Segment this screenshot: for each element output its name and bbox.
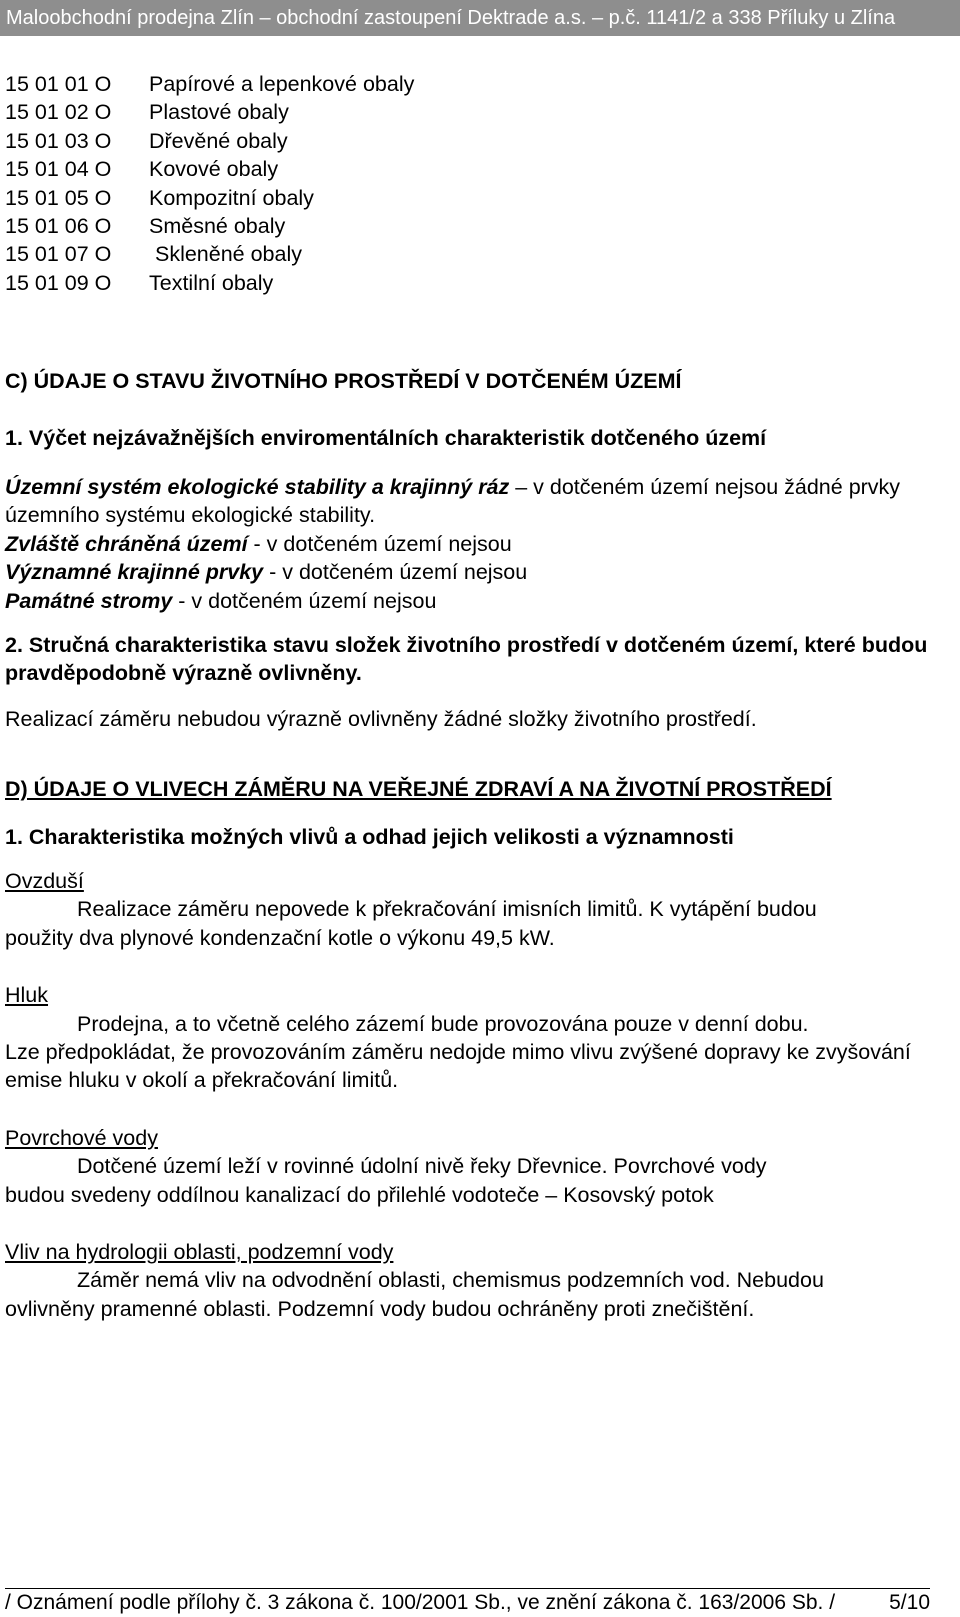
section-c-heading: C) ÚDAJE O STAVU ŽIVOTNÍHO PROSTŘEDÍ V DOTČENÉM ÚZEMÍ [5, 369, 682, 394]
waste-name: Kompozitní obaly [149, 185, 314, 210]
memorial-trees-line [5, 587, 935, 615]
waste-list-item [5, 269, 935, 297]
protected-areas-text: - v dotčeném území nejsou [247, 531, 512, 556]
waste-name: Papírové a lepenkové obaly [149, 72, 415, 96]
waste-list-item [5, 212, 935, 240]
section-c-subheading-2: 2. Stručná charakteristika stavu složek životního prostředí v dotčeném území, které budou pravděpodobně výrazně ovlivněny. [5, 632, 928, 686]
noise-text-rest: Lze předpokládat, že provozováním záměru nedojde mimo vlivu zvýšené dopravy ke zvyšování emise hluku v okolí a překračování limitů. [5, 1040, 911, 1093]
waste-list-item [5, 240, 935, 268]
uses-label: Územní systém ekologické stability a krajinný ráz [5, 474, 510, 499]
protected-areas-line [5, 530, 935, 558]
page-number: 5/10 [889, 1591, 930, 1614]
hydrology-text-first: Záměr nemá vliv na odvodnění oblasti, chemismus podzemních vod. Nebudou [77, 1268, 824, 1293]
landscape-elements-text: - v dotčeném území nejsou [263, 560, 528, 585]
protected-areas-label: Zvláště chráněná území [5, 531, 248, 556]
document-body [5, 70, 935, 1323]
section-d-subheading-1: 1. Charakteristika možných vlivů a odhad jejich velikosti a významnosti [5, 824, 734, 849]
waste-code: 15 01 06 O [5, 213, 112, 238]
waste-list-item [5, 127, 935, 155]
waste-code: 15 01 05 O [5, 185, 112, 210]
waste-list-item [5, 70, 935, 98]
uses-paragraph [5, 473, 935, 530]
memorial-trees-text: - v dotčeném území nejsou [172, 588, 437, 613]
air-text-rest: použity dva plynové kondenzační kotle o výkonu 49,5 kW. [5, 925, 555, 950]
hydrology-text-rest: ovlivněny pramenné oblasti. Podzemní vody budou ochráněny proti znečištění. [5, 1296, 755, 1321]
hydrology-label: Vliv na hydrologii oblasti, podzemní vody [5, 1240, 394, 1265]
surface-water-text-first: Dotčené území leží v rovinné údolní nivě řeky Dřevnice. Povrchové vody [77, 1154, 767, 1179]
waste-name: Plastové obaly [149, 100, 289, 125]
page-footer [5, 1590, 930, 1616]
waste-name: Kovové obaly [149, 157, 279, 182]
document-header-title: Maloobchodní prodejna Zlín – obchodní zastoupení Dektrade a.s. – p.č. 1141/2 a 338 Příluky u Zlína [6, 7, 896, 29]
section-c-sub2-text: Realizací záměru nebudou výrazně ovlivněny žádné složky životního prostředí. [5, 706, 757, 731]
surface-water-text-rest: budou svedeny oddílnou kanalizací do přilehlé vodoteče – Kosovský potok [5, 1182, 714, 1207]
landscape-elements-label: Významné krajinné prvky [5, 560, 264, 585]
footer-divider [5, 1588, 930, 1589]
waste-code: 15 01 04 O [5, 157, 112, 182]
air-label: Ovzduší [5, 869, 84, 893]
footer-legal-reference: / Oznámení podle přílohy č. 3 zákona č. 100/2001 Sb., ve znění zákona č. 163/2006 Sb. / [5, 1591, 836, 1614]
waste-list [5, 70, 935, 297]
waste-name: Dřevěné obaly [149, 128, 288, 153]
noise-text-first: Prodejna, a to včetně celého zázemí bude provozována pouze v denní dobu. [77, 1011, 809, 1036]
memorial-trees-label: Památné stromy [5, 588, 173, 613]
air-text-first: Realizace záměru nepovede k překračování imisních limitů. K vytápění budou [77, 897, 817, 922]
uses-text: – v dotčeném území nejsou žádné prvky územního systému ekologické stability. [5, 474, 901, 528]
waste-name: Směsné obaly [149, 213, 286, 238]
surface-water-label: Povrchové vody [5, 1125, 158, 1150]
section-c-subheading-1: 1. Výčet nejzávažnějších enviromentálních charakteristik dotčeného území [5, 425, 767, 450]
waste-code: 15 01 09 O [5, 270, 112, 295]
waste-list-item [5, 98, 935, 126]
waste-code: 15 01 07 O [5, 242, 112, 267]
waste-list-item [5, 184, 935, 212]
waste-name: Textilní obaly [149, 270, 274, 295]
waste-code: 15 01 01 O [5, 72, 112, 96]
waste-code: 15 01 03 O [5, 128, 112, 153]
section-d-heading: D) ÚDAJE O VLIVECH ZÁMĚRU NA VEŘEJNÉ ZDRAVÍ A NA ŽIVOTNÍ PROSTŘEDÍ [5, 777, 832, 802]
waste-list-item [5, 155, 935, 183]
noise-label: Hluk [5, 983, 49, 1008]
waste-code: 15 01 02 O [5, 100, 112, 125]
waste-name: Skleněné obaly [149, 242, 302, 267]
landscape-elements-line [5, 558, 935, 586]
document-header [0, 0, 960, 36]
